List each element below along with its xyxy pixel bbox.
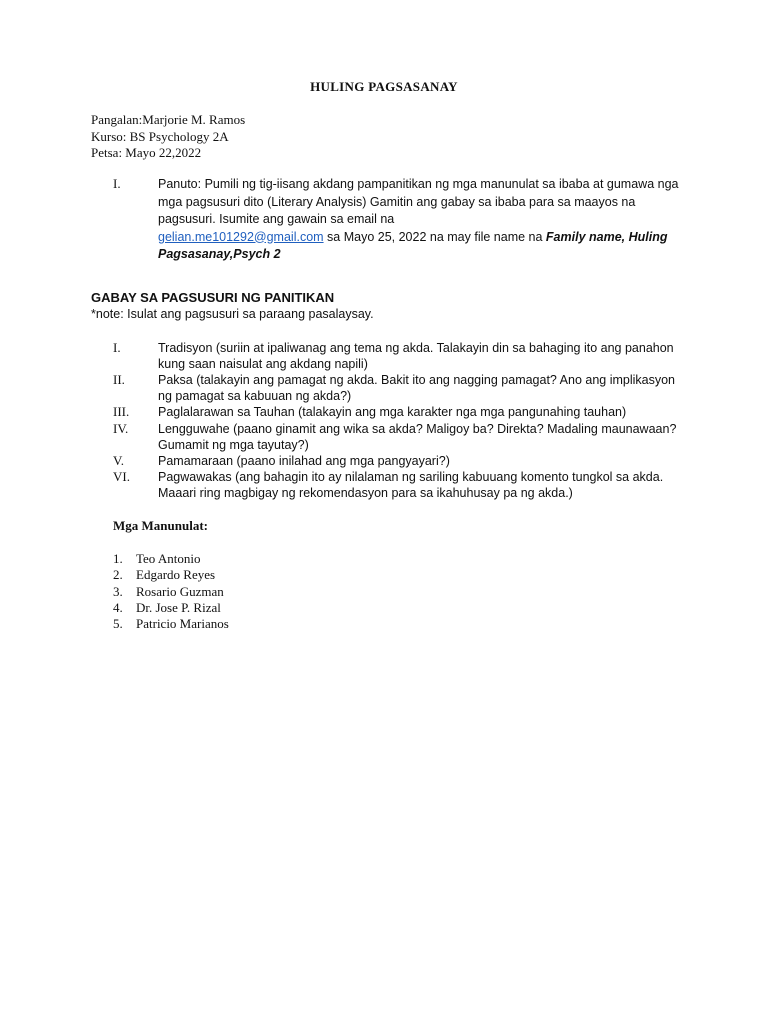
guide-item-text: Pagwawakas (ang bahagin ito ay nilalaman ng sariling kabuuang komento tungkol sa akda. Maaari ring magbigay ng rekomendasyon para sa ikahuhusay pa ng akda.) bbox=[158, 470, 664, 500]
guide-item-text: Tradisyon (suriin at ipaliwanag ang tema ng akda. Talakayin din sa bahaging ito ang panahon kung saan naisulat ang akdang napili) bbox=[158, 341, 674, 371]
course-line: Kurso: BS Psychology 2A bbox=[91, 128, 229, 144]
instruction-section bbox=[113, 176, 683, 264]
author-item bbox=[113, 584, 413, 600]
author-name: Rosario Guzman bbox=[136, 583, 224, 599]
name-line: Pangalan:Marjorie M. Ramos bbox=[91, 112, 246, 127]
guide-heading: GABAY SA PAGSUSURI NG PANITIKAN bbox=[91, 290, 335, 305]
author-number: 5. bbox=[113, 616, 123, 632]
guide-item-text: Lengguwahe (paano ginamit ang wika sa akda? Maligoy ba? Direkta? Madaling maunawaan? Gumamit ng mga tayutay?) bbox=[158, 421, 677, 452]
guide-note: *note: Isulat ang pagsusuri sa paraang pasalaysay. bbox=[91, 307, 374, 321]
instruction-number: I. bbox=[113, 176, 121, 191]
author-name: Edgardo Reyes bbox=[136, 567, 216, 583]
guide-item bbox=[113, 469, 683, 501]
instruction-item bbox=[113, 176, 683, 264]
guide-item-number: VI. bbox=[113, 469, 130, 484]
guide-item-number: II. bbox=[113, 372, 125, 387]
author-number: 4. bbox=[113, 599, 123, 615]
file-name-format: Family name, Huling Pagsasanay,Psych 2 bbox=[158, 229, 668, 261]
author-name: Patricio Marianos bbox=[136, 616, 229, 632]
guide-item-number: III. bbox=[113, 404, 130, 419]
instruction-deadline-text: sa Mayo 25, 2022 na may file name na bbox=[323, 229, 546, 244]
guide-list bbox=[113, 340, 683, 501]
student-info bbox=[91, 112, 671, 162]
authors-heading: Mga Manunulat: bbox=[113, 518, 208, 533]
guide-item bbox=[113, 421, 683, 453]
date-line: Petsa: Mayo 22,2022 bbox=[91, 145, 202, 160]
document-title: HULING PAGSASANAY bbox=[310, 79, 458, 94]
author-name: Teo Antonio bbox=[136, 551, 201, 566]
guide-item-number: IV. bbox=[113, 420, 129, 436]
author-number: 1. bbox=[113, 551, 123, 566]
guide-item-number: I. bbox=[113, 340, 121, 355]
authors-list bbox=[113, 551, 413, 632]
guide-item-number: V. bbox=[113, 452, 124, 468]
guide-item-text: Paksa (talakayin ang pamagat ng akda. Bakit ito ang nagging pamagat? Ano ang implikasyon ng pamagat sa kabuuan ng akda?) bbox=[158, 373, 676, 403]
author-item bbox=[113, 551, 413, 567]
author-item bbox=[113, 600, 413, 616]
guide-item bbox=[113, 372, 683, 404]
author-item bbox=[113, 567, 413, 583]
author-name: Dr. Jose P. Rizal bbox=[136, 599, 221, 615]
guide-item bbox=[113, 453, 683, 470]
email-link[interactable]: gelian.me101292@gmail.com bbox=[158, 229, 324, 244]
author-number: 3. bbox=[113, 583, 123, 599]
guide-item-text: Pamamaraan (paano inilahad ang mga pangyayari?) bbox=[158, 453, 450, 468]
guide-item bbox=[113, 340, 683, 372]
instruction-text-body: Panuto: Pumili ng tig-iisang akdang pampanitikan ng mga manunulat sa ibaba at gumawa nga mga pagsusuri dito (Literary Analysis) Gamitin ang gabay sa ibaba para sa maayos na pagsusuri. Isumite ang gawain sa email na bbox=[158, 177, 679, 226]
guide-item-text: Paglalarawan sa Tauhan (talakayin ang mga karakter nga mga pangunahing tauhan) bbox=[158, 405, 627, 419]
instruction-text bbox=[158, 176, 683, 264]
guide-item bbox=[113, 404, 683, 421]
author-number: 2. bbox=[113, 567, 123, 583]
author-item bbox=[113, 616, 413, 632]
